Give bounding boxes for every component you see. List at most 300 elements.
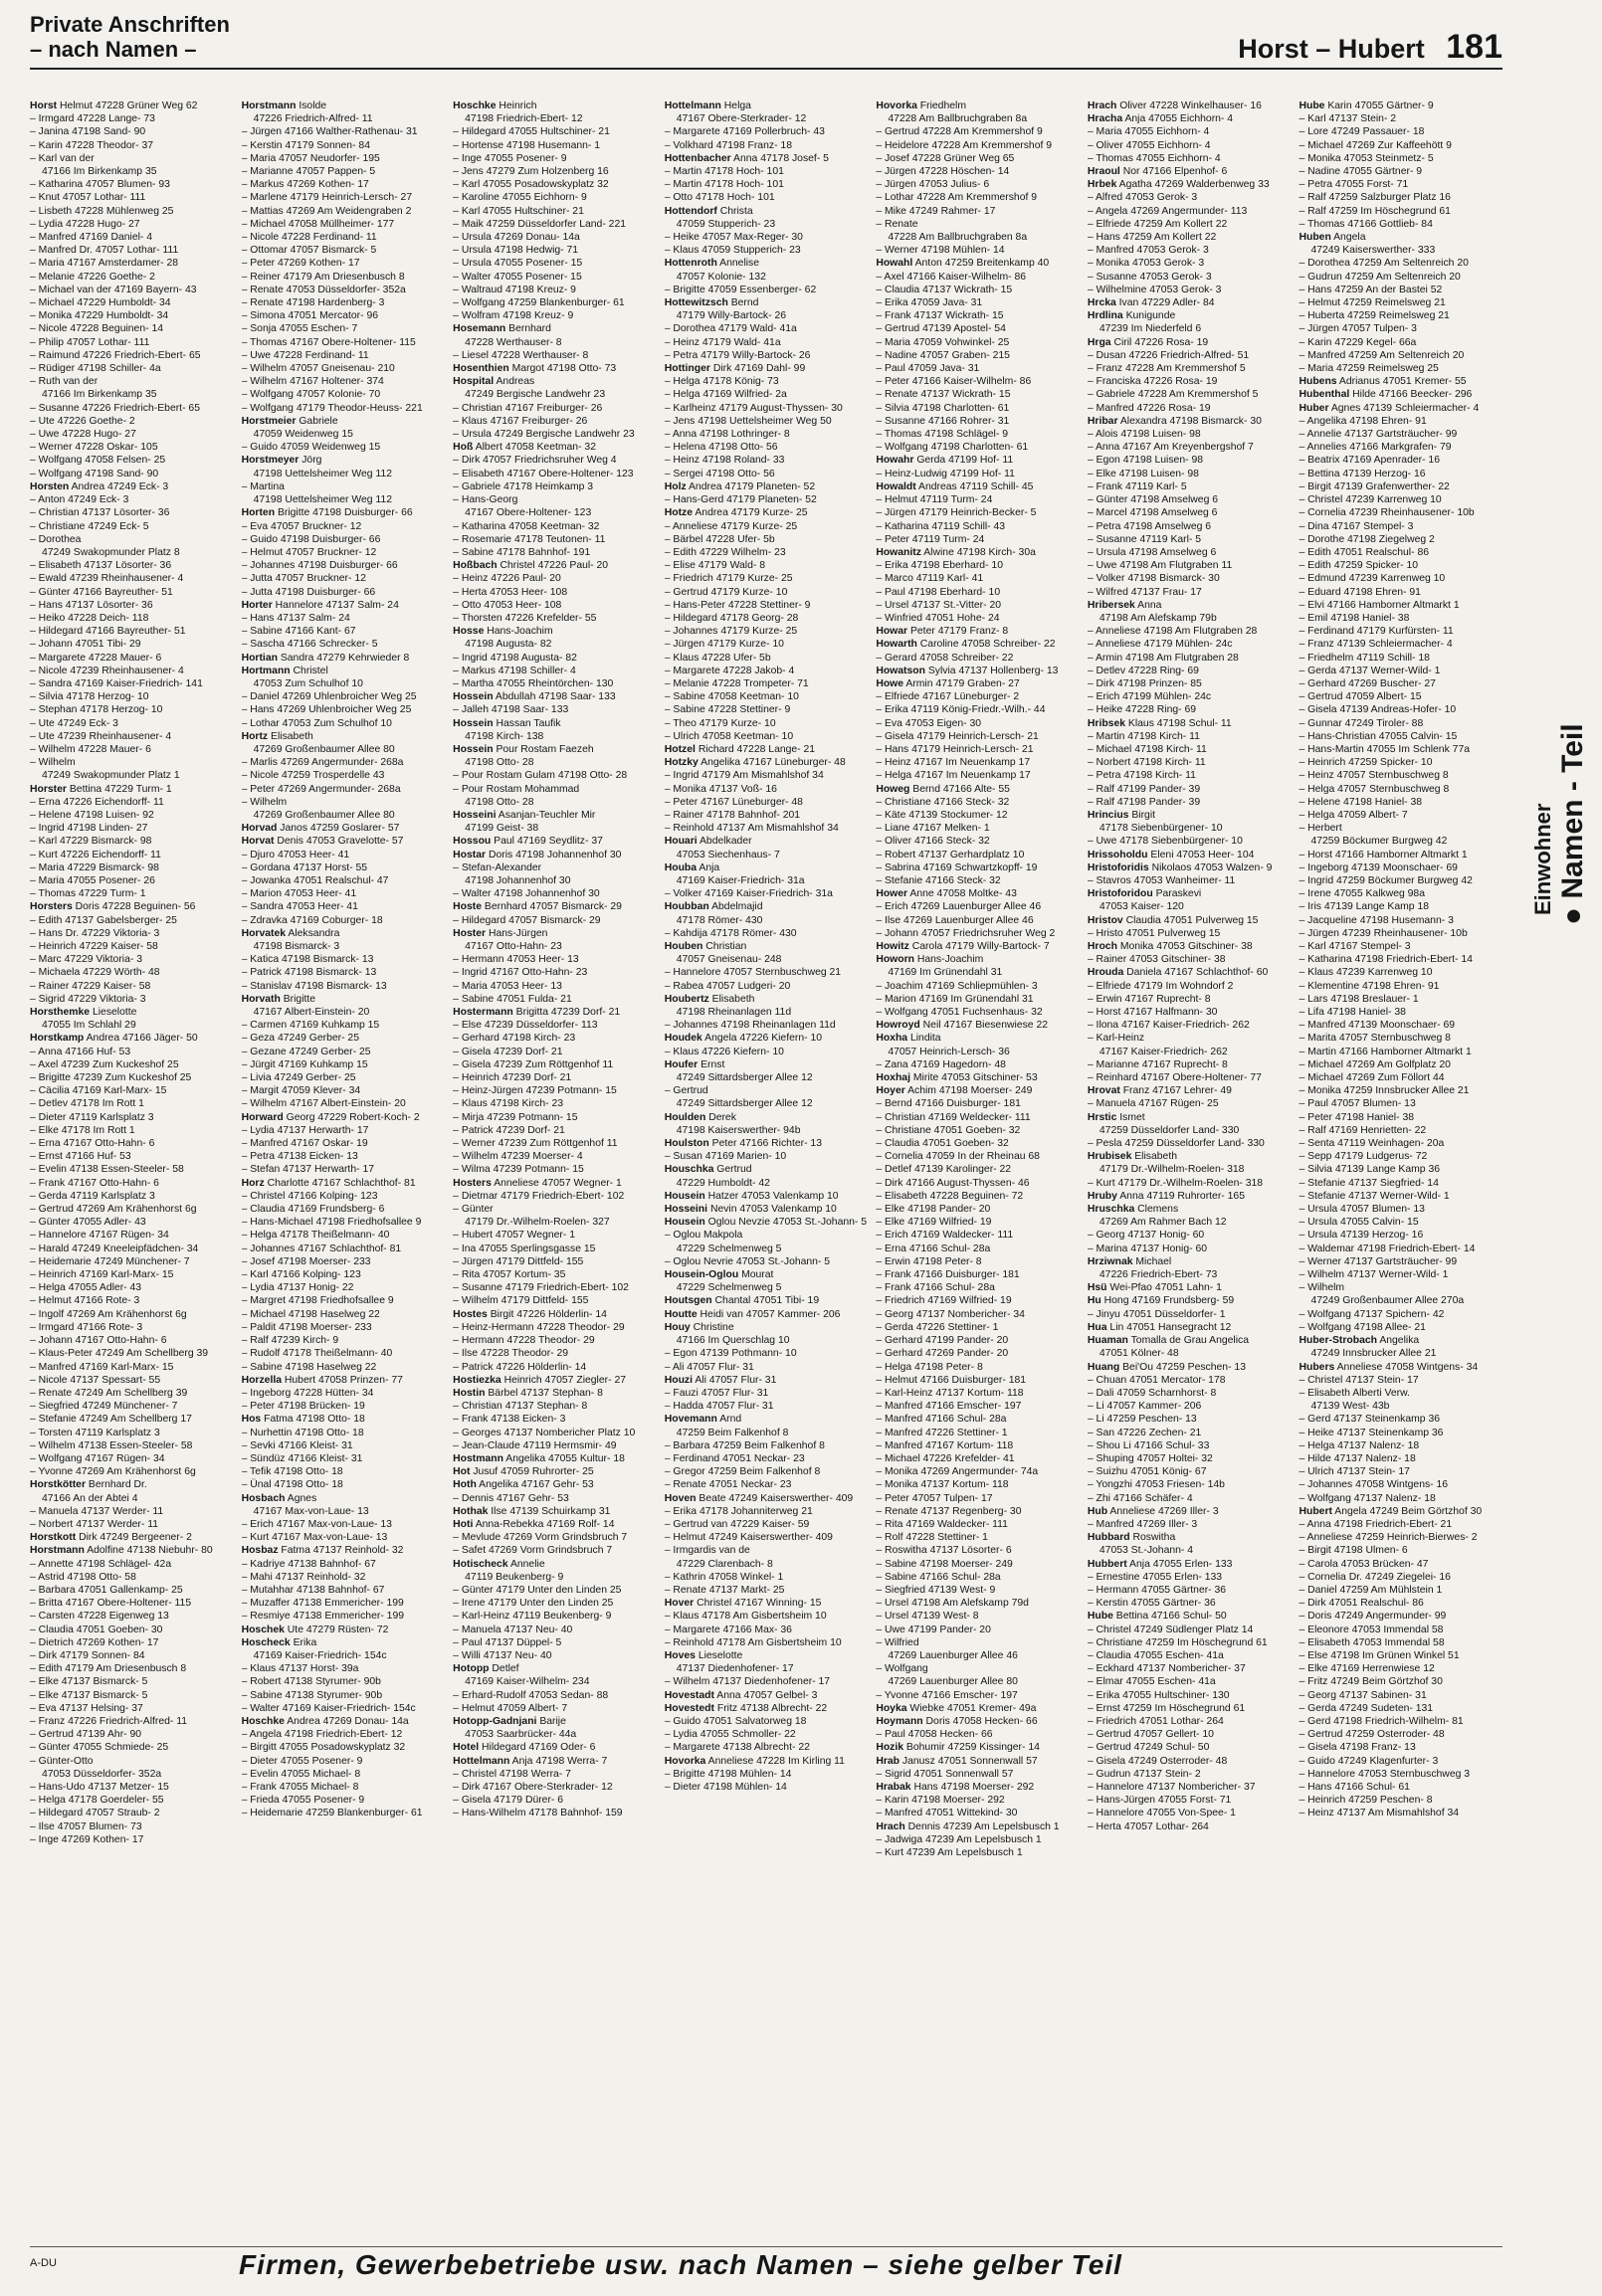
entry-detail: – Renate 47053 Düsseldorfer- 352a [241, 284, 406, 295]
directory-entry [30, 1439, 234, 1452]
entry-detail: – Stefanie 47137 Werner-Wild- 1 [1299, 1190, 1450, 1202]
directory-entry [1088, 428, 1292, 441]
entry-detail: – Katharina 47058 Keetman- 32 [453, 520, 600, 532]
surname: Hristoforidis [1087, 861, 1149, 873]
surname: Hosse [453, 626, 485, 638]
entry-detail: – Silvia 47178 Herzog- 10 [30, 691, 149, 703]
entry-detail: – Hannelore 47053 Sternbuschweg 3 [1299, 1768, 1471, 1780]
directory-entry [1088, 769, 1292, 782]
directory-entry [665, 1597, 869, 1610]
directory-entry [1299, 717, 1502, 730]
directory-entry [242, 205, 446, 218]
entry-detail: – Elisabeth 47167 Obere-Holtener- 123 [453, 468, 634, 479]
directory-entry [242, 480, 446, 493]
surname: Hroch [1087, 941, 1117, 952]
entry-detail: Alwine 47198 Kirch- 30a [923, 546, 1036, 558]
directory-entry [453, 743, 657, 756]
surname: Hoßbach [453, 560, 498, 572]
directory-entry [1088, 152, 1292, 165]
entry-detail: – Ilse 47269 Lauenburger Allee 46 [876, 914, 1034, 926]
directory-entry [30, 480, 234, 493]
directory-entry [1299, 1505, 1502, 1518]
entry-detail: – Martha 47055 Rheintörchen- 130 [453, 677, 614, 689]
entry-detail: Daniela 47167 Schlachthof- 60 [1126, 967, 1269, 979]
directory-entry [876, 218, 1080, 231]
directory-entry [30, 1702, 234, 1715]
surname: Hossein [453, 691, 494, 703]
entry-detail: – Wolfgang 47259 Blankenburger- 61 [453, 297, 625, 309]
entry-detail: – Katharina 47057 Blumen- 93 [30, 179, 170, 191]
entry-detail: – Heinrich 47169 Karl-Marx- 15 [30, 1269, 174, 1281]
surname: Hosseini [664, 1204, 708, 1216]
entry-detail: – Ewald 47239 Rheinhausener- 4 [30, 573, 184, 585]
entry-detail: – Cornelia 47059 In der Rheinau 68 [876, 1151, 1040, 1163]
entry-detail: – Margit 47059 Klever- 34 [241, 1085, 361, 1097]
entry-detail: – Gertrud 47057 Gellert- 10 [1087, 1729, 1214, 1741]
directory-entry [1088, 388, 1292, 401]
directory-entry [242, 1610, 446, 1623]
directory-entry [665, 546, 869, 559]
entry-detail: – Doris 47249 Angermunder- 99 [1299, 1611, 1447, 1623]
entry-detail: – Axel 47166 Kaiser-Wilhelm- 86 [876, 271, 1027, 283]
directory-entry [876, 1741, 1080, 1754]
entry-detail: – Wilhelm 47167 Holtener- 374 [241, 376, 384, 388]
entry-detail: – Fritz 47249 Beim Görtzhof 30 [1299, 1676, 1443, 1688]
entry-detail: Derek [708, 1111, 736, 1123]
directory-entry [453, 99, 657, 112]
entry-detail: – Erhard-Rudolf 47053 Sedan- 88 [453, 1689, 609, 1701]
entry-detail: – Pesla 47259 Düsseldorfer Land- 330 [1087, 1138, 1265, 1150]
entry-detail: – Claudia 47169 Frundsberg- 6 [241, 1204, 385, 1216]
directory-entry [453, 1163, 657, 1176]
entry-detail: Elisabeth [271, 730, 313, 742]
directory-entry [665, 1413, 869, 1426]
entry-detail: – Britta 47167 Obere-Holtener- 115 [30, 1598, 192, 1610]
directory-entry [665, 953, 869, 966]
directory-entry [876, 1281, 1080, 1294]
entry-detail: – Shuping 47057 Holtei- 32 [1087, 1452, 1213, 1464]
directory-entry [665, 572, 869, 585]
entry-detail: – Jutta 47057 Bruckner- 12 [241, 573, 366, 585]
surname: Hubens [1299, 376, 1337, 388]
directory-entry [242, 1649, 446, 1662]
entry-detail: – Hans-Michael 47198 Friedhofsallee 9 [241, 1217, 422, 1229]
entry-detail: 47249 Bergische Landwehr 23 [465, 389, 606, 401]
directory-entry [1088, 375, 1292, 388]
entry-detail: 47166 Im Querschlag 10 [676, 1335, 790, 1347]
entry-detail: – Manfred 47139 Moonschaer- 69 [1299, 1020, 1456, 1032]
entry-detail: – Simona 47051 Mercator- 96 [241, 310, 379, 322]
directory-entry [665, 1715, 869, 1728]
entry-detail: – Klaus 47198 Kirch- 23 [453, 1098, 564, 1110]
directory-entry [30, 1518, 234, 1531]
directory-entry [876, 690, 1080, 703]
directory-entry [1299, 1662, 1502, 1675]
entry-detail: – Dieter 47198 Mühlen- 14 [664, 1782, 787, 1793]
directory-entry [30, 599, 234, 612]
directory-entry [665, 1190, 869, 1203]
directory-entry [453, 1558, 657, 1571]
entry-detail: – Patrick 47239 Dorf- 21 [453, 1124, 565, 1136]
directory-entry [453, 1058, 657, 1071]
directory-entry [665, 1531, 869, 1544]
directory-entry [1299, 1216, 1502, 1229]
directory-entry [30, 638, 234, 651]
entry-detail: Paraskevi [1155, 888, 1202, 900]
surname: Horter [241, 599, 273, 611]
surname: Hostar [453, 849, 487, 861]
entry-detail: Anja 47055 Erlen- 133 [1129, 1558, 1233, 1570]
entry-detail: – Martin 47198 Kirch- 11 [1087, 730, 1200, 742]
directory-entry [242, 1374, 446, 1387]
entry-detail: – Wolfgang 47137 Nalenz- 18 [1299, 1492, 1436, 1504]
entry-detail: – Nicole 47228 Ferdinand- 11 [241, 232, 377, 244]
entry-detail: – Hilde 47137 Nalenz- 18 [1299, 1452, 1416, 1464]
entry-detail: – Uwe 47228 Hugo- 27 [30, 429, 136, 441]
entry-detail: Andrea 47179 Planeten- 52 [689, 480, 816, 492]
entry-detail: – Frank 47138 Eicken- 3 [453, 1414, 566, 1426]
directory-entry [1088, 125, 1292, 138]
surname: Horvat [241, 836, 275, 848]
entry-detail: – Stefan 47137 Herwarth- 17 [241, 1164, 375, 1176]
directory-entry [876, 1728, 1080, 1741]
directory-entry [1299, 1610, 1502, 1623]
entry-detail: – Anna 47167 Am Kreyenbergshof 7 [1087, 442, 1254, 454]
directory-entry [242, 1715, 446, 1728]
directory-entry [453, 1243, 657, 1255]
directory-entry [1299, 1006, 1502, 1019]
entry-detail: – Edmund 47239 Karrenweg 10 [1299, 573, 1446, 585]
directory-entry [876, 178, 1080, 191]
surname: Huben [1299, 232, 1331, 244]
directory-entry [876, 652, 1080, 665]
entry-detail: – Paul 47059 Java- 31 [876, 363, 980, 375]
directory-entry [242, 861, 446, 874]
directory-entry [242, 572, 446, 585]
entry-detail: – Rabea 47057 Ludgeri- 20 [664, 980, 791, 992]
entry-detail: – Melanie 47228 Trompeter- 71 [664, 677, 809, 689]
directory-entry [453, 1177, 657, 1190]
surname: Horsters [30, 901, 73, 913]
entry-detail: – Maria 47167 Amsterdamer- 28 [30, 258, 179, 270]
entry-detail: – Lydia 47228 Hugo- 27 [30, 218, 140, 230]
entry-detail: Angela 47226 Kiefern- 10 [704, 1033, 823, 1045]
entry-detail: – Michael 47269 Zum Föllort 44 [1299, 1072, 1445, 1084]
surname: Horstmeyer [241, 455, 300, 467]
entry-detail: 47229 Schelmenweg 5 [676, 1282, 782, 1294]
entry-detail: – Christian 47169 Weldecker- 111 [876, 1111, 1031, 1123]
entry-detail: – Robert 47137 Gerhardplatz 10 [876, 849, 1025, 861]
directory-entry [30, 1624, 234, 1636]
entry-detail: – Elfriede 47259 Am Kollert 22 [1087, 218, 1228, 230]
directory-entry [242, 1084, 446, 1097]
directory-entry [453, 1531, 657, 1544]
directory-entry [876, 493, 1080, 506]
entry-detail: – Ernst 47166 Huf- 53 [30, 1151, 131, 1163]
directory-entry [242, 1387, 446, 1400]
directory-entry [453, 900, 657, 913]
entry-detail: – Annelie 47137 Gartsträucher- 99 [1299, 429, 1458, 441]
directory-entry [876, 900, 1080, 913]
surname: Horvad [241, 823, 278, 835]
entry-detail: Nikolaos 47053 Walzen- 9 [1151, 861, 1273, 873]
directory-entry [30, 296, 234, 309]
entry-detail: – Liane 47167 Melken- 1 [876, 823, 990, 835]
entry-detail: – Lars 47198 Breslauer- 1 [1299, 993, 1419, 1005]
directory-entry [1088, 139, 1292, 152]
directory-entry [1299, 1675, 1502, 1688]
directory-entry [30, 1190, 234, 1203]
entry-detail: – Ferdinand 47051 Neckar- 23 [664, 1452, 805, 1464]
entry-detail: – Monika 47229 Humboldt- 34 [30, 310, 169, 322]
directory-entry [30, 205, 234, 218]
entry-detail: Heinrich [499, 100, 537, 111]
entry-detail: – Werner 47137 Gartsträucher- 99 [1299, 1255, 1458, 1267]
entry-detail: Abdullah 47198 Saar- 133 [495, 691, 616, 703]
entry-detail: 47179 Willy-Bartock- 26 [676, 310, 787, 322]
entry-detail: – Wolfram 47198 Kreuz- 9 [453, 310, 574, 322]
entry-detail: – Birgitt 47055 Posadowskyplatz 32 [241, 1742, 406, 1754]
entry-detail: – Dirk 47179 Sonnen- 84 [30, 1649, 145, 1661]
entry-detail: – Hans-Udo 47137 Metzer- 15 [30, 1782, 169, 1793]
entry-detail: – Jürgen 47053 Julius- 6 [876, 179, 990, 191]
directory-entry [242, 191, 446, 204]
entry-detail: – Rüdiger 47198 Schiller- 4a [30, 363, 161, 375]
directory-entry [453, 887, 657, 900]
entry-detail: – Margarete 47169 Pollerbruch- 43 [664, 126, 825, 138]
entry-detail: – Gezane 47249 Gerber- 25 [241, 1046, 371, 1057]
directory-entry [242, 1781, 446, 1794]
entry-detail: 47269 Lauenburger Allee 46 [888, 1649, 1018, 1661]
directory-entry [665, 612, 869, 625]
side-tab [1530, 617, 1594, 955]
entry-detail: Brigitte [283, 993, 316, 1005]
directory-entry [876, 796, 1080, 809]
directory-entry [1088, 1400, 1292, 1413]
directory-entry [665, 1243, 869, 1255]
entry-detail: – Karin 47229 Kegel- 66a [1299, 336, 1417, 348]
entry-detail: 47198 Otto- 28 [465, 757, 534, 769]
entry-detail: 47198 Kaiserswerther- 94b [676, 1124, 801, 1136]
entry-detail: – Mike 47249 Rahmer- 17 [876, 205, 996, 217]
entry-detail: – Manfred 47169 Karl-Marx- 15 [30, 1361, 174, 1373]
directory-entry [242, 178, 446, 191]
entry-detail: – Uwe 47199 Pander- 20 [876, 1624, 991, 1635]
directory-entry [1299, 1308, 1502, 1321]
entry-detail: – Paul 47058 Hecken- 66 [876, 1729, 993, 1741]
directory-entry [1299, 388, 1502, 401]
entry-detail: – Eleonore 47053 Immendal 58 [1299, 1624, 1444, 1635]
directory-entry [1088, 1702, 1292, 1715]
entry-detail: 47198 Rheinanlagen 11d [676, 1007, 792, 1019]
directory-entry [242, 717, 446, 730]
directory-entry [453, 1006, 657, 1019]
directory-entry [876, 415, 1080, 428]
entry-detail: – Nadine 47057 Graben- 215 [876, 349, 1010, 361]
entry-detail: 47179 Dr.-Wilhelm-Roelen- 327 [465, 1217, 610, 1229]
directory-entry [665, 1084, 869, 1097]
directory-entry [1299, 441, 1502, 454]
entry-detail: – Erika 47119 König-Friedr.-Wilh.- 44 [876, 704, 1046, 716]
surname: Howahr [876, 455, 914, 467]
directory-entry [30, 1097, 234, 1110]
directory-entry [1088, 322, 1292, 335]
directory-entry [1088, 533, 1292, 546]
surname: Horten [241, 507, 276, 519]
entry-detail: – Ingeborg 47228 Hütten- 34 [241, 1387, 374, 1399]
entry-detail: – Klaus-Peter 47249 Am Schellberg 39 [30, 1348, 209, 1360]
entry-detail: – Elke 47137 Bismarck- 5 [30, 1689, 148, 1701]
entry-detail: – Markus 47198 Schiller- 4 [453, 665, 576, 676]
entry-detail: – Werner 47239 Zum Röttgenhof 11 [453, 1138, 618, 1150]
entry-detail: Anneliese 47269 Iller- 3 [1109, 1505, 1219, 1517]
entry-detail: – Peter 47167 Lüneburger- 48 [664, 796, 803, 808]
entry-detail: Hans-Joachim [916, 954, 984, 966]
directory-entry [242, 1807, 446, 1819]
directory-entry [30, 1229, 234, 1242]
directory-entry [665, 1427, 869, 1439]
surname: Horst [30, 100, 58, 111]
directory-entry [1088, 1741, 1292, 1754]
directory-entry [30, 1019, 234, 1032]
entry-detail: – Ali 47057 Flur- 31 [664, 1361, 754, 1373]
directory-entry [665, 1321, 869, 1334]
entry-detail: – Mahi 47137 Reinhold- 32 [241, 1571, 366, 1583]
directory-entry [1299, 809, 1502, 822]
entry-detail: – Petra 47198 Kirch- 11 [1087, 770, 1196, 782]
entry-detail: – Paul 47057 Blumen- 13 [1299, 1098, 1416, 1110]
surname: Hrabak [876, 1782, 911, 1793]
entry-detail: – Marco 47119 Karl- 41 [876, 573, 984, 585]
entry-detail: 47055 Im Schlahl 29 [42, 1020, 136, 1032]
directory-entry [1299, 1649, 1502, 1662]
directory-entry [30, 914, 234, 927]
entry-detail: – Gertrud 47228 Am Kremmershof 9 [876, 126, 1043, 138]
directory-entry [1088, 205, 1292, 218]
directory-entry [1299, 900, 1502, 913]
entry-detail: – Gerhard 47269 Buscher- 27 [1299, 677, 1436, 689]
entry-detail: – Monika 47053 Steinmetz- 5 [1299, 152, 1434, 164]
entry-detail: – Helena 47198 Otto- 56 [664, 442, 778, 454]
directory-entry [453, 1150, 657, 1163]
directory-entry [1299, 1124, 1502, 1137]
entry-detail: – Guido 47198 Duisburger- 66 [241, 533, 381, 545]
entry-detail: – Klaus 47178 Am Gisbertsheim 10 [664, 1611, 827, 1623]
directory-entry [876, 849, 1080, 861]
entry-detail: 47249 Sittardsberger Allee 12 [676, 1098, 813, 1110]
entry-detail: – Hubert 47057 Wegner- 1 [453, 1230, 575, 1242]
directory-entry [30, 125, 234, 138]
entry-detail: – Reiner 47179 Am Driesenbusch 8 [241, 271, 405, 283]
directory-entry [665, 402, 869, 415]
entry-detail: – Helga 47137 Nalenz- 18 [1299, 1439, 1420, 1451]
directory-entry [30, 1741, 234, 1754]
entry-detail: – Hildegard 47055 Hultschiner- 21 [453, 126, 610, 138]
directory-entry [453, 625, 657, 638]
directory-entry [242, 1006, 446, 1019]
entry-detail: – Safet 47269 Vorm Grindsbruch 7 [453, 1545, 613, 1557]
entry-detail: – Chuan 47051 Mercator- 178 [1087, 1374, 1226, 1386]
directory-entry [665, 1097, 869, 1110]
directory-entry [1299, 322, 1502, 335]
directory-entry [1299, 415, 1502, 428]
directory-entry [876, 1558, 1080, 1571]
directory-entry [242, 1229, 446, 1242]
entry-detail: – Margarete 47138 Albrecht- 22 [664, 1742, 810, 1754]
entry-detail: Anna 47178 Josef- 5 [733, 152, 829, 164]
entry-detail: Angela 47249 Beim Görtzhof 30 [1334, 1505, 1483, 1517]
surname: Howorn [876, 954, 914, 966]
entry-detail: – Hannelore 47167 Rügen- 34 [30, 1230, 169, 1242]
directory-entry [242, 677, 446, 690]
directory-entry [242, 441, 446, 454]
directory-entry [242, 139, 446, 152]
directory-entry [30, 652, 234, 665]
entry-detail: Anneliese 47058 Wintgens- 34 [1336, 1361, 1479, 1373]
entry-detail: – Detlev 47228 Ring- 69 [1087, 665, 1199, 676]
entry-detail: – Detlef 47139 Karolinger- 22 [876, 1164, 1012, 1176]
directory-entry [1299, 914, 1502, 927]
directory-entry [453, 1321, 657, 1334]
entry-detail: 47053 St.-Johann- 4 [1099, 1545, 1194, 1557]
entry-detail: – Herta 47053 Heer- 108 [453, 586, 568, 598]
entry-detail: – Karl 47166 Kolping- 123 [241, 1269, 361, 1281]
entry-detail: – Michael 47198 Kirch- 11 [1087, 743, 1207, 755]
entry-detail: – Dieter 47055 Posener- 9 [241, 1755, 363, 1767]
entry-detail: Andrea 47269 Donau- 14a [287, 1715, 409, 1727]
directory-entry [242, 1308, 446, 1321]
entry-detail: – Rolf 47228 Stettiner- 1 [876, 1532, 988, 1544]
entry-detail: – Maria 47055 Posener- 26 [30, 874, 155, 886]
entry-detail: – Muzaffer 47138 Emmericher- 199 [241, 1598, 404, 1610]
entry-detail: – Heinrich 47239 Dorf- 21 [453, 1072, 572, 1084]
surname: Hossou [453, 836, 492, 848]
directory-entry [453, 665, 657, 677]
entry-detail: – Sabine 47178 Bahnhof- 191 [453, 546, 591, 558]
surname: Howeg [876, 783, 910, 795]
directory-entry [876, 1032, 1080, 1045]
directory-entry [665, 1439, 869, 1452]
entry-detail: – Fauzi 47057 Flur- 31 [664, 1387, 769, 1399]
directory-entry [242, 309, 446, 322]
directory-entry [665, 257, 869, 270]
surname: Hoth [453, 1479, 477, 1491]
directory-entry [242, 1255, 446, 1268]
entry-detail: – Heinz 47057 Sternbuschweg 8 [1299, 770, 1449, 782]
surname: Hoti [453, 1518, 474, 1530]
directory-entry [453, 599, 657, 612]
directory-entry [665, 1702, 869, 1715]
directory-entry [30, 1794, 234, 1807]
entry-detail: 47059 Weidenweg 15 [253, 429, 353, 441]
entry-detail: – Hannelore 47057 Sternbuschweg 21 [664, 967, 842, 979]
directory-entry [453, 257, 657, 270]
directory-entry [876, 1097, 1080, 1110]
directory-entry [1299, 1728, 1502, 1741]
entry-detail: – Johannes 47058 Wintgens- 16 [1299, 1479, 1449, 1491]
entry-detail: – Ernestine 47055 Erlen- 133 [1087, 1571, 1223, 1583]
directory-entry [30, 1294, 234, 1307]
entry-detail: – Gisela 47239 Dorf- 21 [453, 1046, 563, 1057]
directory-entry [876, 546, 1080, 559]
directory-entry [876, 1019, 1080, 1032]
directory-entry [30, 1478, 234, 1491]
directory-entry [1299, 1334, 1502, 1347]
entry-detail: 47053 Düsseldorfer- 352a [42, 1768, 162, 1780]
directory-entry [242, 1702, 446, 1715]
directory-entry [665, 1203, 869, 1216]
entry-detail: – Helmut 47259 Reimelsweg 21 [1299, 297, 1446, 309]
